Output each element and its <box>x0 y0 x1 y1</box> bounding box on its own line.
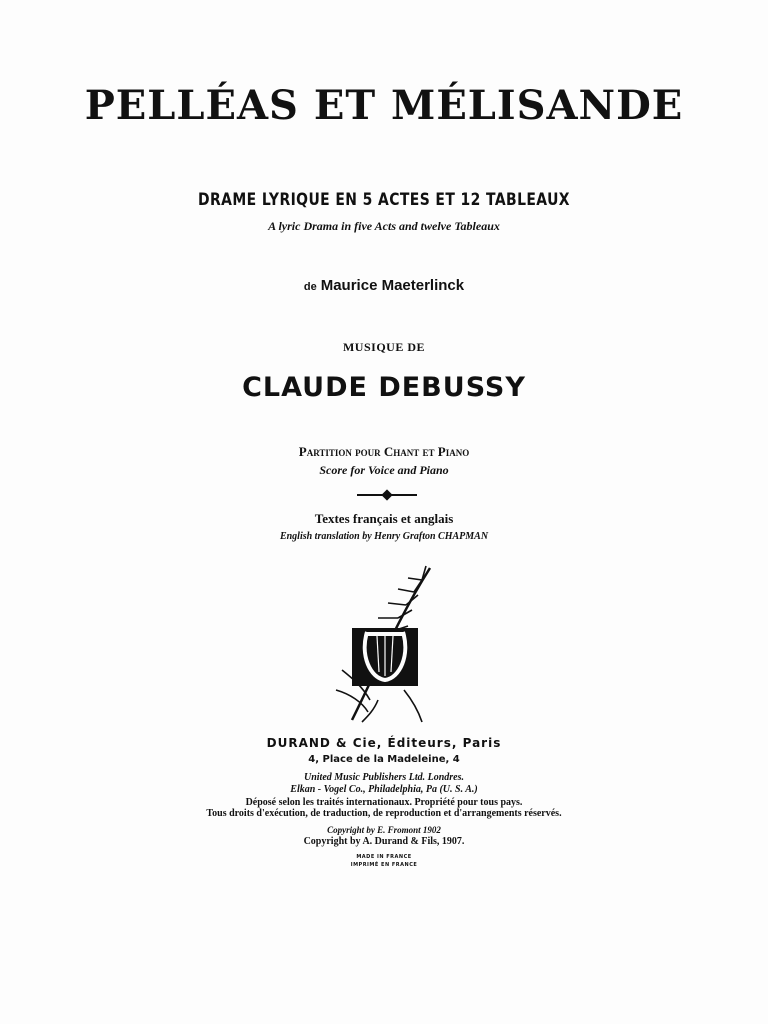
agent-london: United Music Publishers Ltd. Londres. <box>303 772 465 783</box>
music-by-label: MUSIQUE DE <box>342 340 425 354</box>
deposit-notice: Déposé selon les traités internationaux. Propriété pour tous pays. <box>245 797 523 808</box>
translation-credit: English translation by Henry Grafton CHAPMAN <box>279 531 489 542</box>
made-in-france: MADE IN FRANCE <box>356 854 412 860</box>
score-type-french: Partition pour Chant et Piano <box>298 444 470 459</box>
ornamental-divider <box>357 494 417 496</box>
copyright-fromont: Copyright by E. Fromont 1902 <box>327 825 441 835</box>
librettist-line <box>0 277 768 294</box>
languages-note: Textes français et anglais <box>314 511 454 526</box>
copyright-durand: Copyright by A. Durand & Fils, 1907. <box>303 836 465 847</box>
publisher-address: 4, Place de la Madeleine, 4 <box>308 754 460 765</box>
publisher-name: DURAND & Cie, Éditeurs, Paris <box>266 736 502 750</box>
composer-name: CLAUDE DEBUSSY <box>242 372 526 403</box>
rights-notice: Tous droits d'exécution, de traduction, de reproduction et d'arrangements réservés. <box>206 808 562 819</box>
subtitle-french: DRAME LYRIQUE EN 5 ACTES ET 12 TABLEAUX <box>198 190 570 210</box>
librettist-name: Maurice Maeterlinck <box>320 277 465 294</box>
imprime-en-france: IMPRIMÉ EN FRANCE <box>350 862 418 868</box>
score-type-english: Score for Voice and Piano <box>319 463 449 477</box>
subtitle-english: A lyric Drama in five Acts and twelve Tableaux <box>268 219 500 233</box>
agent-philadelphia: Elkan - Vogel Co., Philadelphia, Pa (U. S. A.) <box>290 784 478 795</box>
author-prefix: de <box>303 281 317 293</box>
lyre-palm-emblem-icon <box>322 560 442 725</box>
page-title: PELLÉAS ET MÉLISANDE <box>84 82 684 129</box>
